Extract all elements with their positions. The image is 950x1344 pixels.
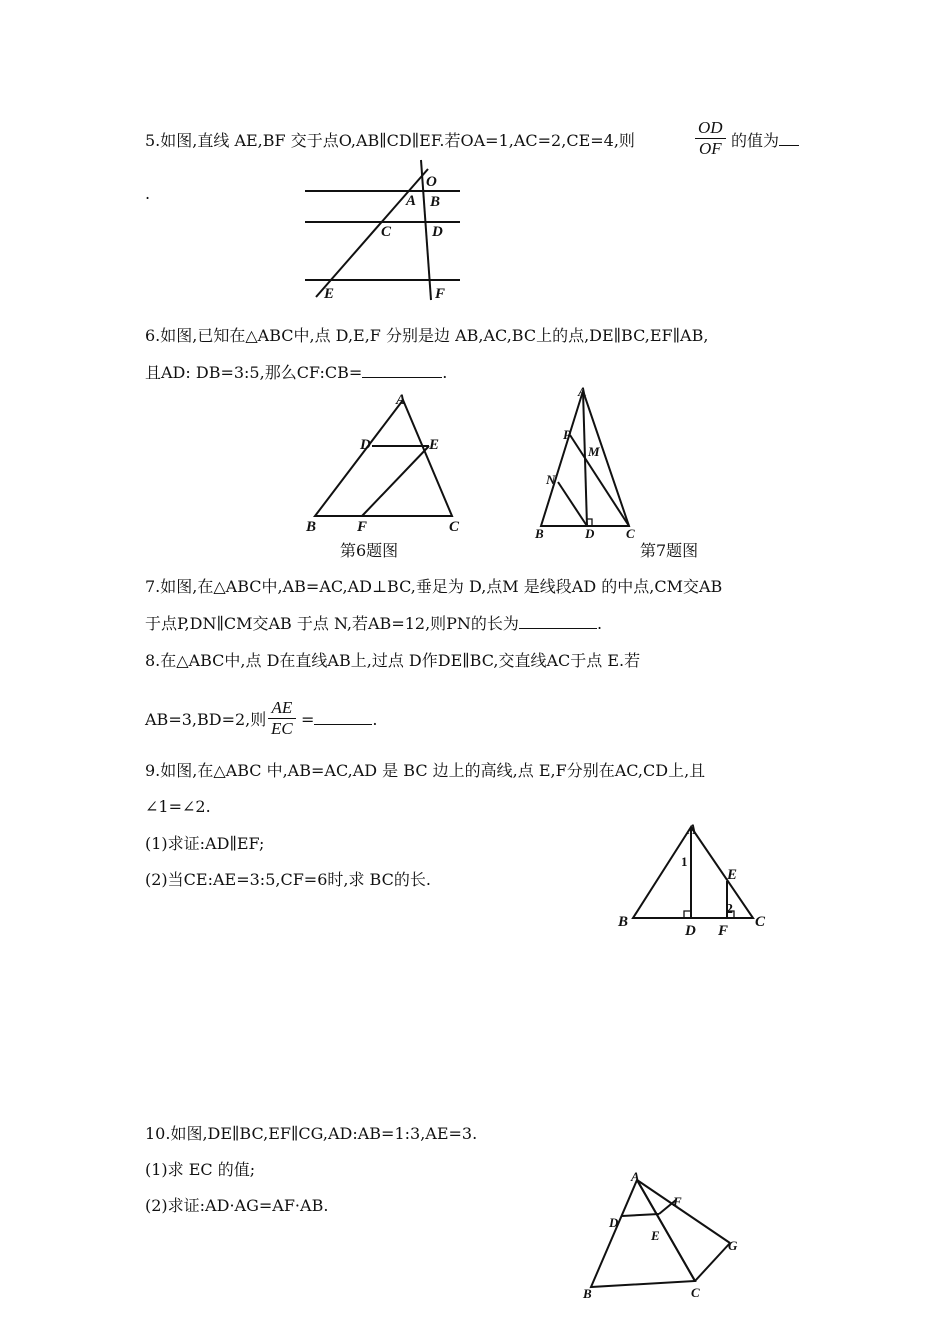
q6-label-a: A <box>396 392 407 408</box>
q9-angle-1: 1 <box>681 854 688 869</box>
q7-label-d: D <box>585 526 595 541</box>
q6-caption: 第6题图 <box>340 541 399 560</box>
q10-figure <box>575 1168 755 1303</box>
q6-figure <box>300 388 475 538</box>
q6-triangle-abc <box>315 400 452 516</box>
q8-fraction <box>268 698 296 739</box>
q8-answer-line <box>301 710 378 730</box>
q9-part1: (1)求证:AD∥EF; <box>145 834 265 853</box>
q9-line1: 9.如图,在△ABC 中,AB=AC,AD 是 BC 边上的高线,点 E,F分别在AC,CD上,且 <box>145 761 706 780</box>
q9-label-a: A <box>687 822 698 838</box>
q5-label-b: B <box>430 194 441 210</box>
q9-figure <box>610 815 775 940</box>
q5-label-c: C <box>381 224 392 240</box>
q5-line-ae <box>316 169 428 297</box>
q10-segment-de <box>622 1214 659 1216</box>
q9-label-e: E <box>727 867 738 883</box>
q6-label-b: B <box>306 519 317 535</box>
q5-label-o: O <box>426 174 437 190</box>
q5-label-e: E <box>324 286 335 302</box>
q7-line2-end: . <box>596 614 603 633</box>
q9-line2: ∠1=∠2. <box>145 797 211 816</box>
q10-line1: 10.如图,DE∥BC,EF∥CG,AD:AB=1:3,AE=3. <box>145 1124 478 1143</box>
q6-segment-ef <box>362 446 429 516</box>
q10-label-a: A <box>631 1169 640 1184</box>
q7-label-c: C <box>626 526 635 541</box>
q9-angle-2: 2 <box>726 902 733 917</box>
q7-line2-text: 于点P,DN∥CM交AB 于点 N,若AB=12,则PN的长为 <box>145 614 519 633</box>
q10-segment-cg <box>695 1243 730 1281</box>
q5-period: . <box>145 184 151 203</box>
q5-fraction <box>695 118 726 159</box>
q10-part2: (2)求证:AD·AG=AF·AB. <box>145 1196 329 1215</box>
q9-label-d: D <box>685 923 696 939</box>
q10-label-d: D <box>609 1215 619 1230</box>
q5-label-d: D <box>432 224 443 240</box>
q6-line1: 6.如图,已知在△ABC中,点 D,E,F 分别是边 AB,AC,BC上的点,DE∥BC,EF∥AB, <box>145 326 709 345</box>
q8-fraction-numerator: AE <box>268 698 296 719</box>
q7-line1: 7.如图,在△ABC中,AB=AC,AD⊥BC,垂足为 D,点M 是线段AD 的中点,CM交AB <box>145 577 723 596</box>
q5-suffix-line <box>731 131 799 151</box>
q6-line2 <box>145 363 447 383</box>
q5-fraction-numerator: OD <box>695 118 726 139</box>
q9-label-f: F <box>718 923 729 939</box>
q9-part2: (2)当CE:AE=3:5,CF=6时,求 BC的长. <box>145 870 431 889</box>
q5-fraction-denominator: OF <box>698 139 722 158</box>
q6-label-e: E <box>429 437 440 453</box>
q8-fraction-denominator: EC <box>271 719 293 738</box>
q7-label-b: B <box>535 526 544 541</box>
q9-label-c: C <box>755 914 766 930</box>
q5-answer-blank[interactable] <box>779 131 799 146</box>
q7-line2 <box>145 614 602 634</box>
q7-caption: 第7题图 <box>640 541 699 560</box>
q9-label-b: B <box>618 914 629 930</box>
q7-label-n: N <box>546 472 556 487</box>
q10-label-g: G <box>728 1238 738 1253</box>
q6-label-f: F <box>357 519 368 535</box>
q7-label-m: M <box>588 444 600 459</box>
q8-answer-blank[interactable] <box>314 710 372 725</box>
q10-segment-ac <box>637 1180 695 1281</box>
q7-figure <box>525 382 645 544</box>
q7-answer-blank[interactable] <box>519 614 597 629</box>
q7-segment-dn <box>558 482 587 526</box>
q8-line2: AB=3,BD=2,则 <box>145 710 267 729</box>
q7-label-p: P <box>563 427 571 442</box>
q8-line1: 8.在△ABC中,点 D在直线AB上,过点 D作DE∥BC,交直线AC于点 E.若 <box>145 651 641 670</box>
q6-line2-text: 且AD: DB=3:5,那么CF:CB= <box>145 363 363 382</box>
q7-label-a: A <box>578 384 587 399</box>
q10-part1: (1)求 EC 的值; <box>145 1160 256 1179</box>
q5-text <box>145 131 635 151</box>
q5-stem: 5.如图,直线 AE,BF 交于点O,AB∥CD∥EF.若OA=1,AC=2,CE=4,则 <box>145 131 635 150</box>
q8-line2-end: . <box>372 710 378 729</box>
q6-answer-blank[interactable] <box>362 363 442 378</box>
q6-line2-end: . <box>442 363 448 382</box>
q9-right-angle-d <box>684 911 691 918</box>
q5-label-a: A <box>406 193 417 209</box>
q6-label-d: D <box>360 437 371 453</box>
q8-equals: = <box>301 710 315 729</box>
q5-label-f: F <box>435 286 446 302</box>
q10-label-b: B <box>583 1286 592 1301</box>
q10-label-e: E <box>651 1228 660 1243</box>
q5-suffix: 的值为 <box>731 131 780 150</box>
q10-label-f: F <box>673 1194 682 1209</box>
q5-figure <box>300 155 470 305</box>
q10-label-c: C <box>691 1285 700 1300</box>
q6-label-c: C <box>449 519 460 535</box>
